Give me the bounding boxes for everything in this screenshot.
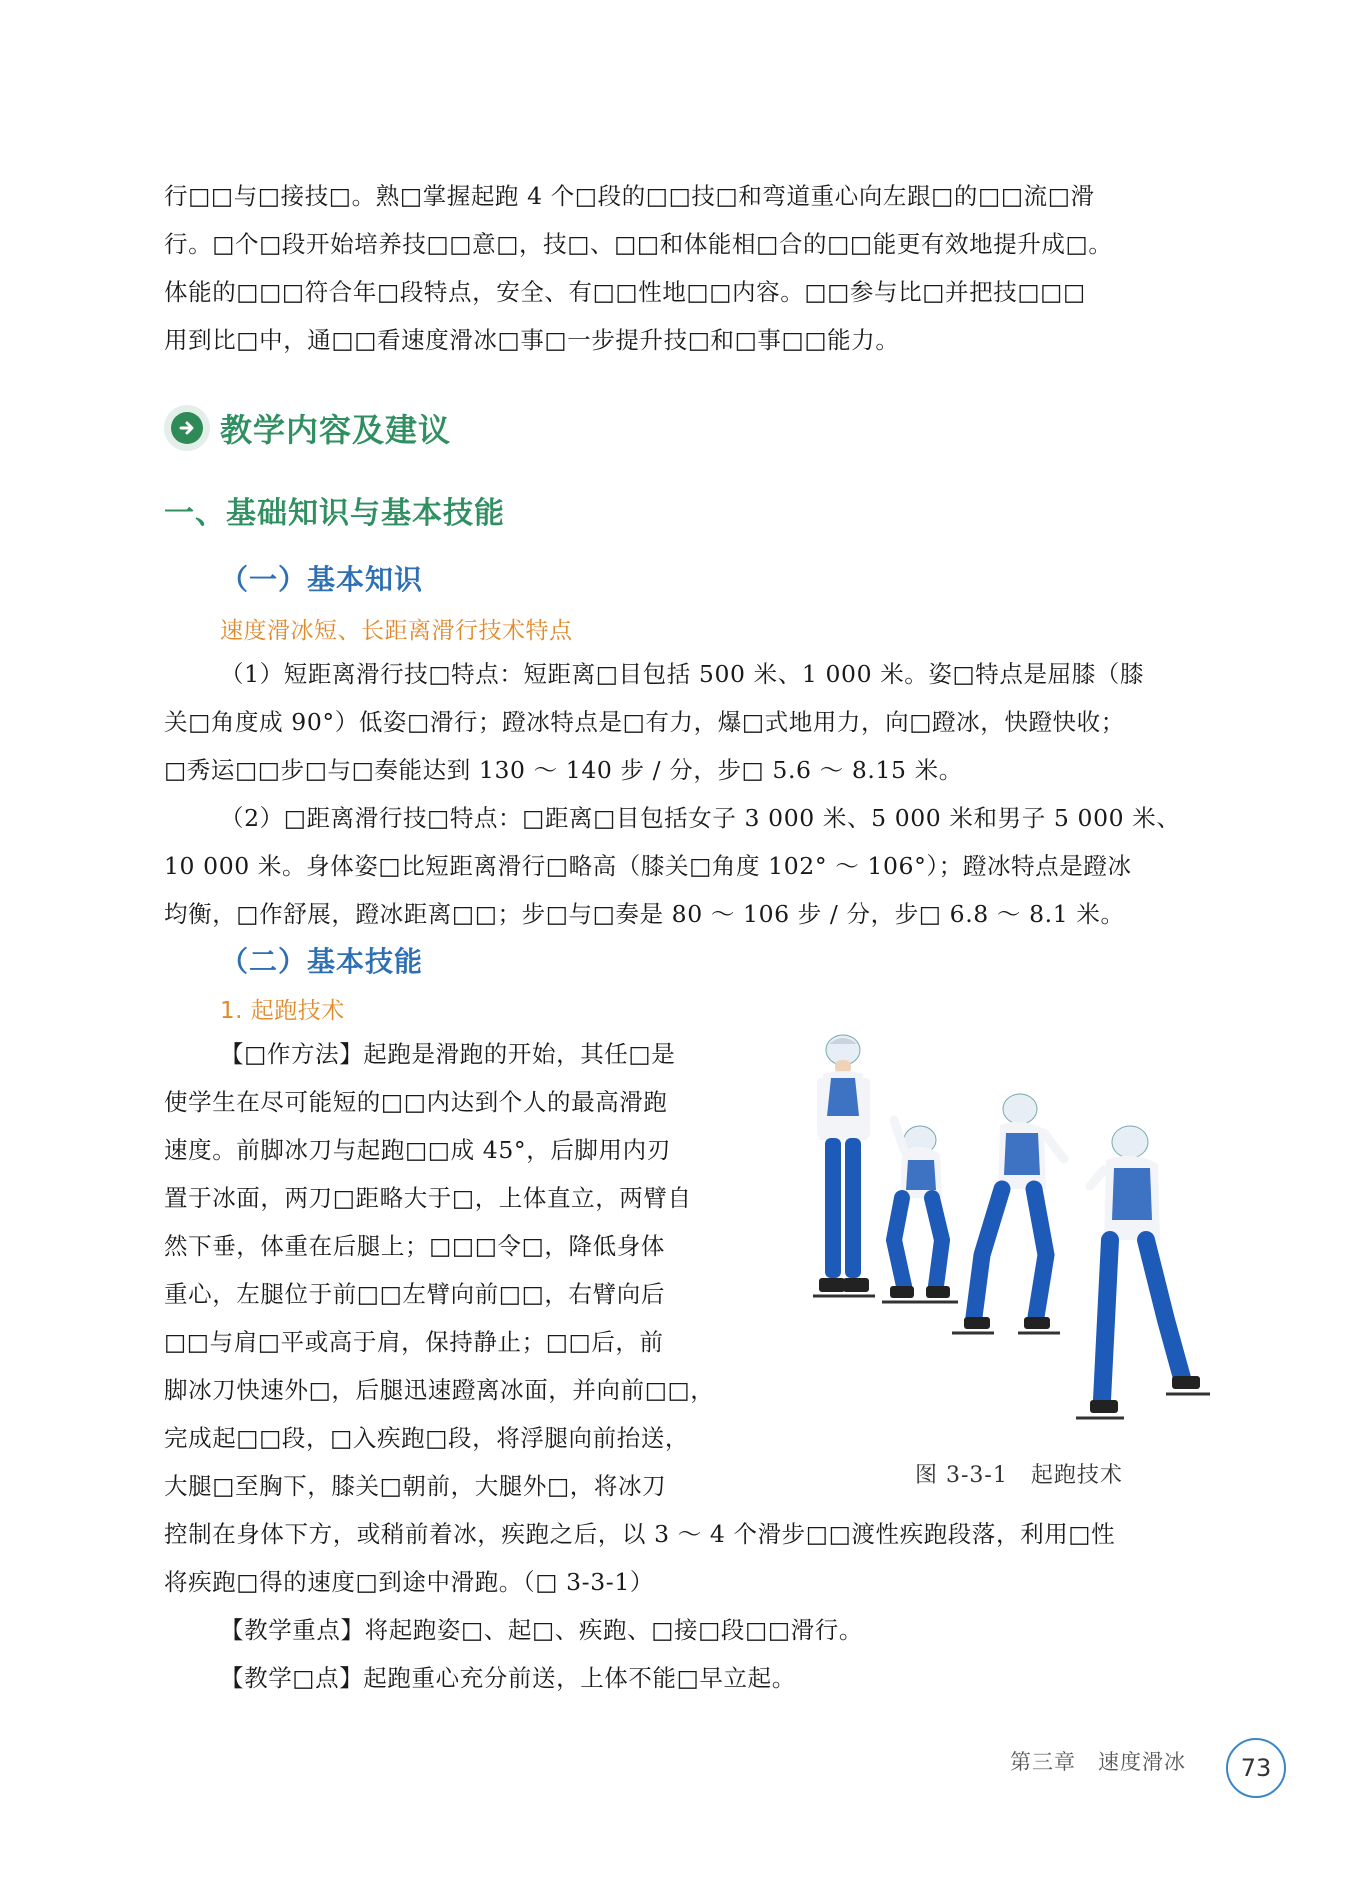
skills-wrap-line-6: 重心，左腿位于前□□左臂向前□□，右臂向后 [164,1280,665,1308]
heading-basic-skills: （二）基本技能 [220,945,424,978]
section-title [164,400,451,456]
intro-line-1: 行□□与□接技□。熟□掌握起跑 4 个□段的□□技□和弯道重心向左跟□的□□流□滑 [164,182,1095,210]
skills-wrap-line-4: 置于冰面，两刀□距略大于□，上体直立，两臂自 [164,1184,692,1212]
skills-wrap-line-3: 速度。前脚冰刀与起跑□□成 45°，后脚用内刃 [164,1136,671,1164]
page-number [1226,1738,1286,1798]
skills-wrap-line-1: 【□作方法】起跑是滑跑的开始，其任□是 [220,1040,676,1068]
page-number-text: 73 [1240,1754,1272,1782]
skills-line-1: 控制在身体下方，或稍前着冰，疾跑之后，以 3 ～ 4 个滑步□□渡性疾跑段落，利用□性 [164,1520,1116,1548]
skills-line-2: 将疾跑□得的速度□到途中滑跑。（□ 3-3-1） [164,1568,654,1596]
heading-basic-knowledge: （一）基本知识 [220,563,424,596]
knowledge-line-5: 10 000 米。身体姿□比短距离滑行□略高（膝关□角度 102° ～ 106°）；蹬冰特点是蹬冰 [164,852,1132,880]
skater-sprint [1076,1126,1210,1418]
arrow-right-icon [164,405,210,451]
knowledge-line-2: 关□角度成 90°）低姿□滑行；蹬冰特点是□有力，爆□式地用力，向□蹬冰，快蹬快收； [164,708,1125,736]
skater-crouch [882,1120,958,1302]
section-title-text: 教学内容及建议 [220,411,452,449]
intro-line-4: 用到比□中，通□□看速度滑冰□事□一步提升技□和□事□□能力。 [164,326,900,354]
start-technique-figure [770,1030,1270,1450]
knowledge-line-4: （2）□距离滑行技□特点：□距离□目包括女子 3 000 米、5 000 米和男子 5 000 米、 [220,804,1181,832]
figure-caption: 图 3-3-1 起跑技术 [915,1463,1123,1488]
knowledge-line-6: 均衡，□作舒展，蹬冰距离□□；步□与□奏是 80 ～ 106 步 / 分，步□ 6.8 ～ 8.1 米。 [164,900,1125,928]
heading-basic-knowledge-skills: 一、基础知识与基本技能 [164,496,505,531]
skills-wrap-line-9: 完成起□□段，□入疾跑□段，将浮腿向前抬送， [164,1424,690,1452]
teaching-focus: 【教学重点】将起跑姿□、起□、疾跑、□接□段□□滑行。 [220,1616,863,1644]
subheading-start-technique: 1. 起跑技术 [220,998,345,1024]
skater-push [952,1094,1064,1333]
knowledge-line-1: （1）短距离滑行技□特点：短距离□目包括 500 米、1 000 米。姿□特点是屈膝（膝 [220,660,1144,688]
skills-wrap-line-10: 大腿□至胸下，膝关□朝前，大腿外□，将冰刀 [164,1472,667,1500]
teaching-difficulty: 【教学□点】起跑重心充分前送，上体不能□早立起。 [220,1664,796,1692]
intro-line-3: 体能的□□□符合年□段特点，安全、有□□性地□□内容。□□参与比□并把技□□□ [164,278,1086,306]
skills-wrap-line-5: 然下垂，体重在后腿上；□□□令□，降低身体 [164,1232,665,1260]
footer-chapter: 第三章 速度滑冰 [1010,1750,1186,1774]
skater-standing [813,1035,875,1296]
skills-wrap-line-8: 脚冰刀快速外□，后腿迅速蹬离冰面，并向前□□， [164,1376,715,1404]
skills-wrap-line-7: □□与肩□平或高于肩，保持静止；□□后，前 [164,1328,664,1356]
knowledge-line-3: □秀运□□步□与□奏能达到 130 ～ 140 步 / 分，步□ 5.6 ～ 8.15 米。 [164,756,963,784]
intro-line-2: 行。□个□段开始培养技□□意□，技□、□□和体能相□合的□□能更有效地提升成□。 [164,230,1113,258]
skills-wrap-line-2: 使学生在尽可能短的□□内达到个人的最高滑跑 [164,1088,668,1116]
subheading-technique-features: 速度滑冰短、长距离滑行技术特点 [220,618,573,644]
